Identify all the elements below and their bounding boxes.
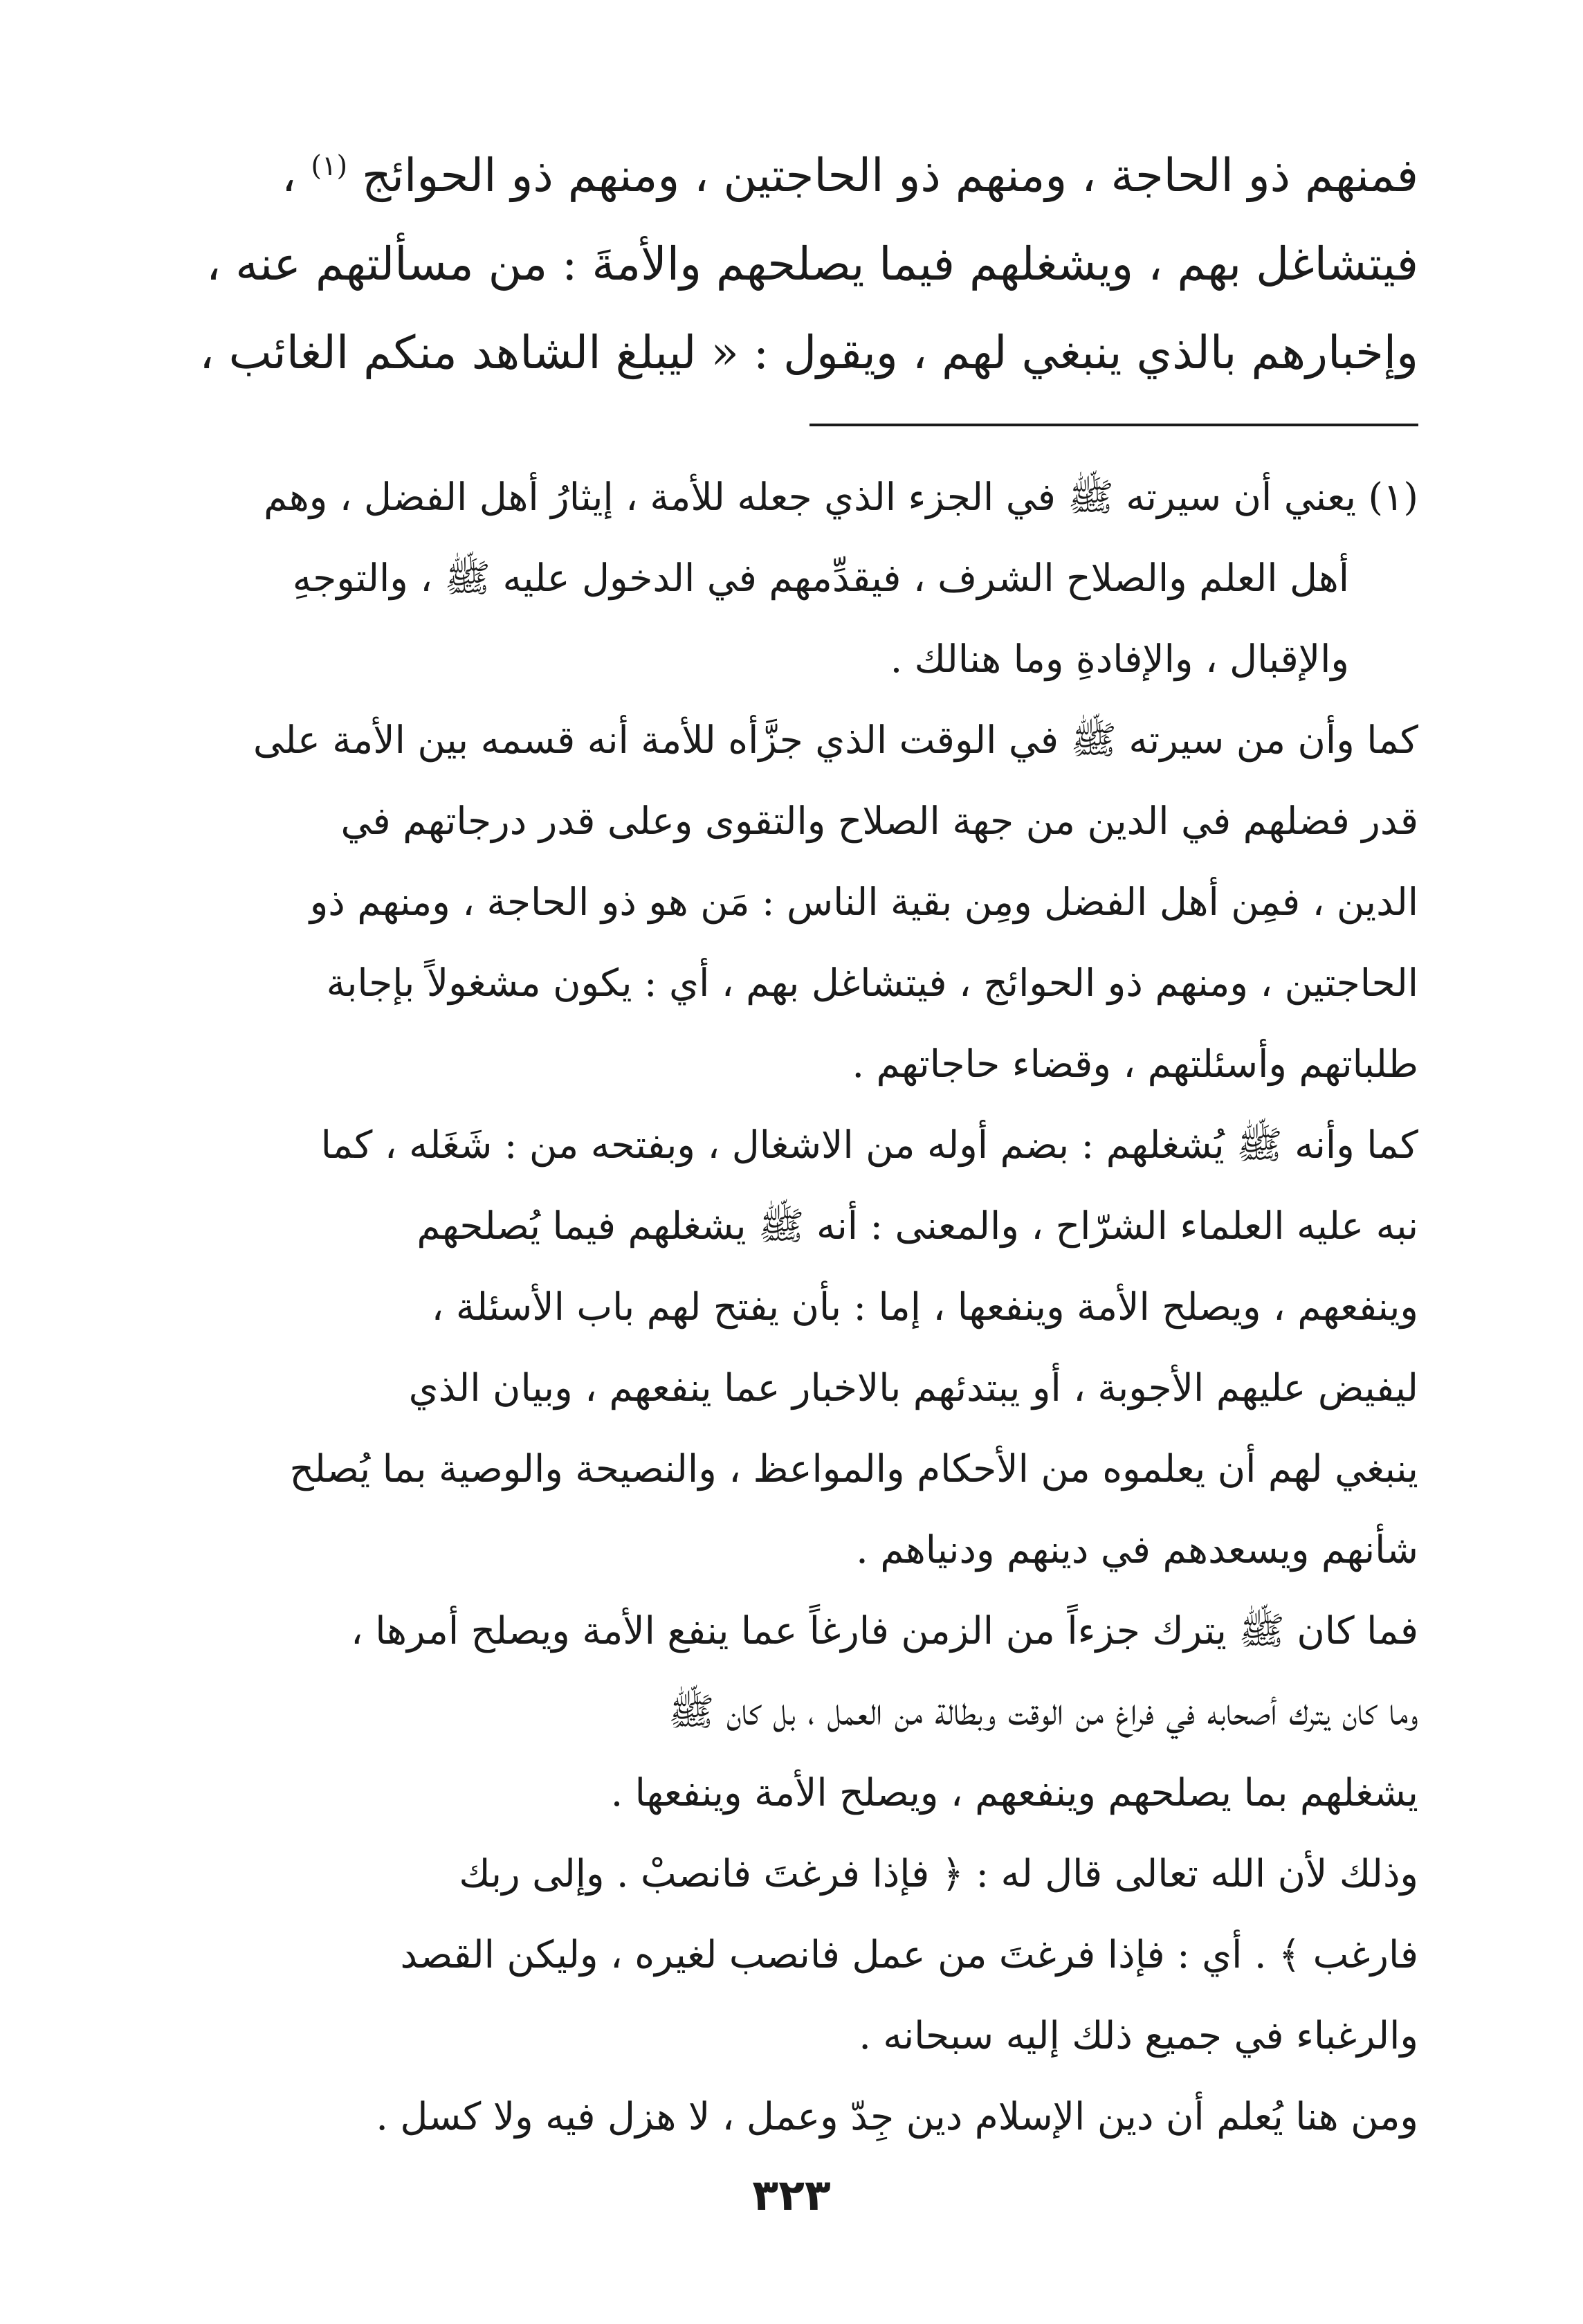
footnote-line: كما وأن من سيرته ﷺ في الوقت الذي جزَّأه للأمة أنه قسمه بين الأمة على bbox=[253, 718, 1418, 762]
footnote-line: وما كان يترك أصحابه في فراغ من الوقت وبطالة من العمل ، بل كان ﷺ bbox=[668, 1689, 1418, 1734]
footnote-line: والإقبال ، والإفادةِ وما هنالك . bbox=[890, 637, 1349, 681]
footnote-line: الدين ، فمِن أهل الفضل ومِن بقية الناس : مَن هو ذو الحاجة ، ومنهم ذو bbox=[309, 880, 1418, 924]
main-text-line-1-tail: ، bbox=[282, 149, 297, 202]
footnote-paragraph bbox=[159, 1105, 1418, 1590]
footnote-line: أهل العلم والصلاح الشرف ، فيقدِّمهم في الدخول عليه ﷺ ، والتوجهِ bbox=[292, 556, 1349, 600]
footnotes-block bbox=[159, 457, 1418, 2157]
footnote-line: فما كان ﷺ يترك جزءاً من الزمن فارغاً عما ينفع الأمة ويصلح أمرها ، bbox=[351, 1608, 1418, 1653]
footnote-reference: (١) bbox=[311, 150, 348, 182]
footnote-line: ليفيض عليهم الأجوبة ، أو يبتدئهم بالاخبار عما ينفعهم ، وبيان الذي bbox=[408, 1365, 1418, 1410]
footnote-line: وينفعهم ، ويصلح الأمة وينفعها ، إما : بأن يفتح لهم باب الأسئلة ، bbox=[431, 1284, 1418, 1329]
footnote-line: كما وأنه ﷺ يُشغلهم : بضم أوله من الاشغال ، وبفتحه من : شَغَله ، كما bbox=[320, 1123, 1418, 1167]
main-text-line-1-text: فمنهم ذو الحاجة ، ومنهم ذو الحاجتين ، ومنهم ذو الحوائج bbox=[362, 149, 1418, 202]
footnote-paragraph bbox=[159, 457, 1418, 700]
footnote-paragraph bbox=[159, 2076, 1418, 2157]
footnote-line: والرغباء في جميع ذلك إليه سبحانه . bbox=[859, 2013, 1418, 2058]
footnote-line: شأنهم ويسعدهم في دينهم ودنياهم . bbox=[856, 1527, 1418, 1572]
footnote-line: ومن هنا يُعلم أن دين الإسلام دين جِدّ وعمل ، لا هزل فيه ولا كسل . bbox=[376, 2094, 1418, 2139]
footnote-line: الحاجتين ، ومنهم ذو الحوائج ، فيتشاغل بهم ، أي : يكون مشغولاً بإجابة bbox=[326, 961, 1418, 1005]
footnote-line: طلباتهم وأسئلتهم ، وقضاء حاجاتهم . bbox=[852, 1042, 1418, 1086]
footnote-paragraph bbox=[159, 700, 1418, 1105]
footnote-paragraph bbox=[159, 1833, 1418, 2076]
footnote-separator bbox=[809, 424, 1418, 426]
main-text-line-3: وإخبارهم بالذي ينبغي لهم ، ويقول : « ليبلغ الشاهد منكم الغائب ، bbox=[199, 326, 1418, 379]
footnote-line: ينبغي لهم أن يعلموه من الأحكام والمواعظ ، والنصيحة والوصية بما يُصلح bbox=[289, 1446, 1418, 1491]
footnote-line: قدر فضلهم في الدين من جهة الصلاح والتقوى وعلى قدر درجاتهم في bbox=[340, 799, 1418, 843]
footnote-line: يشغلهم بما يصلحهم وينفعهم ، ويصلح الأمة وينفعها . bbox=[610, 1770, 1418, 1815]
footnote-line: (١) يعني أن سيرته ﷺ في الجزء الذي جعله للأمة ، إيثارُ أهل الفضل ، وهم bbox=[264, 475, 1418, 519]
footnote-line: وذلك لأن الله تعالى قال له : ﴿ فإذا فرغتَ فانصبْ . وإلى ربك bbox=[459, 1851, 1418, 1896]
footnote-paragraph bbox=[159, 1590, 1418, 1833]
main-text-line-2: فيتشاغل بهم ، ويشغلهم فيما يصلحهم والأمةَ : من مسألتهم عنه ، bbox=[205, 237, 1418, 291]
main-text-block bbox=[173, 131, 1418, 397]
main-text-line-1 bbox=[173, 131, 1418, 220]
footnote-line: نبه عليه العلماء الشرّاح ، والمعنى : أنه ﷺ يشغلهم فيما يُصلحهم bbox=[417, 1204, 1418, 1248]
page-number: ٣٢٣ bbox=[752, 2170, 831, 2220]
footnote-line: فارغب ﴾ . أي : فإذا فرغتَ من عمل فانصب لغيره ، وليكن القصد bbox=[400, 1932, 1418, 1977]
